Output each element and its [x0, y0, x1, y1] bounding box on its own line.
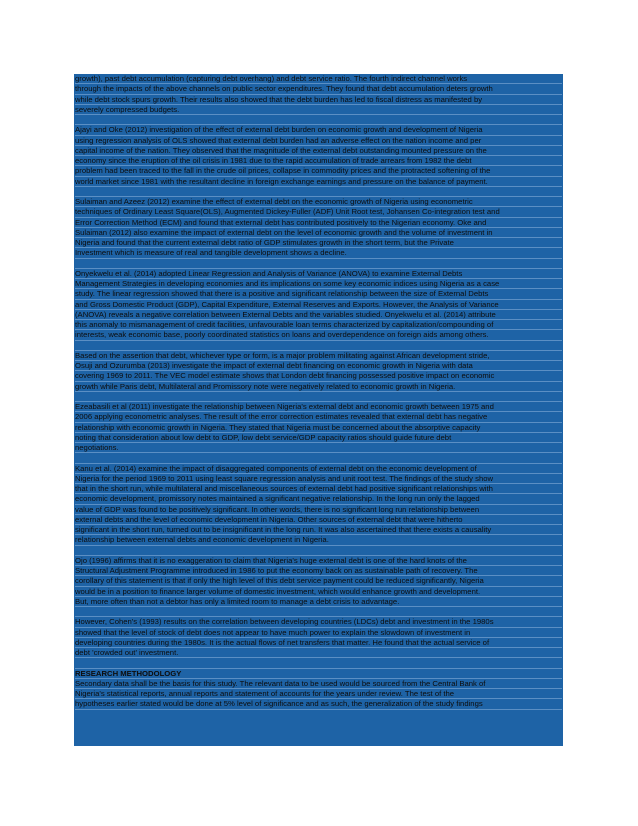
text-line: debt 'crowded out' investment. [75, 648, 562, 658]
text-line: that in the short run, while multilateral and miscellaneous sources of external debt had positive significant relationships with [75, 484, 562, 494]
highlighted-text-block [74, 74, 563, 746]
text-line: Ezeabasili et al (2011) investigate the relationship between Nigeria's external debt and economic growth between 1975 and [75, 402, 562, 412]
text-line: Error Correction Method (ECM) and found that external debt has contributed positively to the Nigerian economy. Oke and [75, 218, 562, 228]
blank-line [75, 392, 562, 402]
text-line: Based on the assertion that debt, whichever type or form, is a major problem militating against African development stride, [75, 351, 562, 361]
text-line: relationship between external debts and economic development in Nigeria. [75, 535, 562, 545]
text-line: and Gross Domestic Product (GDP), Capital Expenditure, External Reserves and Exports. However, the Analysis of Variance [75, 300, 562, 310]
text-line: severely compressed budgets. [75, 105, 562, 115]
blank-line [75, 546, 562, 556]
text-line: economy since the eruption of the oil crisis in 1981 due to the rapid accumulation of trade arrears from 1982 the debt [75, 156, 562, 166]
text-line: showed that the level of stock of debt does not appear to have much power to explain the slowdown of investment in [75, 628, 562, 638]
text-line: Nigeria and found that the current external debt ratio of GDP stimulates growth in the short term, but the Private [75, 238, 562, 248]
text-line: However, Cohen's (1993) results on the correlation between developing countries (LDCs) debt and investment in the 1980s [75, 617, 562, 627]
text-line: Nigeria's statistical reports, annual reports and statement of accounts for the years under review. The test of the [75, 689, 562, 699]
text-line: Sulaiman and Azeez (2012) examine the effect of external debt on the economic growth of Nigeria using econometric [75, 197, 562, 207]
text-line: noting that consideration about low debt to GDP, low debt service/GDP capacity ratios should guide future debt [75, 433, 562, 443]
text-line: capital income of the nation. They observed that the magnitude of the external debt outstanding mounted pressure on the [75, 146, 562, 156]
text-line: But, more often than not a debtor has only a limited room to manage a debt crisis to advantage. [75, 597, 562, 607]
text-line: covering 1969 to 2011. The VEC model estimate shows that London debt financing possessed positive impact on economic [75, 371, 562, 381]
text-line: techniques of Ordinary Least Square(OLS), Augmented Dickey-Fuller (ADF) Unit Root test, Johansen Co-integration test and [75, 207, 562, 217]
text-line: problem had been traced to the fall in the crude oil prices, collapse in commodity prices and the protracted softening of the [75, 166, 562, 176]
blank-line [75, 453, 562, 463]
text-line: Kanu et al. (2014) examine the impact of disaggregated components of external debt on the economic development of [75, 464, 562, 474]
blank-line [75, 341, 562, 351]
blank-line [75, 115, 562, 125]
text-line: this anomaly to mismanagement of credit facilities, unfavourable loan terms characterized by capitalization/compounding of [75, 320, 562, 330]
text-line: negotiations. [75, 443, 562, 453]
text-line: economic development, promissory notes maintained a significant negative relationship. In the long run only the lagged [75, 494, 562, 504]
text-line: would be in a position to finance larger volume of domestic investment, which would enhance growth and development. [75, 587, 562, 597]
text-line: Nigeria for the period 1969 to 2011 using least square regression analysis and unit root test. The findings of the study show [75, 474, 562, 484]
text-line: (ANOVA) reveals a negative correlation between External Debts and the variables studied. Onyekwelu et al. (2014) attribute [75, 310, 562, 320]
blank-line [75, 658, 562, 668]
text-line: world market since 1981 with the resultant decline in foreign exchange earnings and pressure on the balance of payment. [75, 177, 562, 187]
text-line: Sulaiman (2012) also examine the impact of external debt on the level of economic growth and the volume of investment in [75, 228, 562, 238]
text-line: Management Strategies in developing economies and its implications on some key economic indices using Nigeria as a case [75, 279, 562, 289]
text-line: growth while Paris debt, Multilateral and Promissory note were negatively related to economic growth in Nigeria. [75, 382, 562, 392]
text-line: hypotheses earlier stated would be done at 5% level of significance and as such, the generalization of the study findings [75, 699, 562, 709]
text-line: study. The linear regression showed that there is a positive and significant relationship between the size of External Debts [75, 289, 562, 299]
text-line: external debts and the level of economic development in Nigeria. Other sources of external debt that were hitherto [75, 515, 562, 525]
text-line: while debt stock spurs growth. Their results also showed that the debt burden has led to fiscal distress as manifested by [75, 95, 562, 105]
text-line: developing countries during the 1980s. It is the actual flows of net transfers that matter. He found that the actual service of [75, 638, 562, 648]
text-line: Investment which is measure of real and tangible development shows a decline. [75, 248, 562, 258]
text-line: Ojo (1996) affirms that it is no exaggeration to claim that Nigeria's huge external debt is one of the hard knots of the [75, 556, 562, 566]
text-line: growth), past debt accumulation (capturing debt overhang) and debt service ratio. The fourth indirect channel works [75, 74, 562, 84]
text-line: Osuji and Ozurumba (2013) investigate the impact of external debt financing on economic growth in Nigeria with data [75, 361, 562, 371]
section-heading: RESEARCH METHODOLOGY [75, 669, 562, 679]
blank-line [75, 187, 562, 197]
text-line: value of GDP was found to be positively significant. In other words, there is no significant long run relationship between [75, 505, 562, 515]
blank-line [75, 259, 562, 269]
text-line: Ajayi and Oke (2012) investigation of the effect of external debt burden on economic growth and development of Nigeria [75, 125, 562, 135]
text-line: using regression analysis of OLS showed that external debt burden had an adverse effect on the nation income and per [75, 136, 562, 146]
text-line: relationship with economic growth in Nigeria. They stated that Nigeria must be concerned about the absorptive capacity [75, 423, 562, 433]
text-line: Structural Adjustment Programme introduced in 1986 to put the economy back on as sustainable path of recovery. The [75, 566, 562, 576]
text-line: corollary of this statement is that if only the high level of this debt service payment could be reduced significantly, Nigeria [75, 576, 562, 586]
blank-line [75, 607, 562, 617]
text-line: interests, weak economic base, poorly coordinated statistics on loans and overdependence on foreign aids among others. [75, 330, 562, 340]
text-line: Onyekwelu et al. (2014) adopted Linear Regression and Analysis of Variance (ANOVA) to examine External Debts [75, 269, 562, 279]
text-line: 2006 applying econometric analyses. The result of the error correction estimates revealed that external debt has negative [75, 412, 562, 422]
text-line: significant in the short run, turned out to be insignificant in the long run. It was also ascertained that there exists a causality [75, 525, 562, 535]
text-line: through the impacts of the above channels on public sector expenditures. They found that debt accumulation deters growth [75, 84, 562, 94]
text-line: Secondary data shall be the basis for this study. The relevant data to be used would be sourced from the Central Bank of [75, 679, 562, 689]
